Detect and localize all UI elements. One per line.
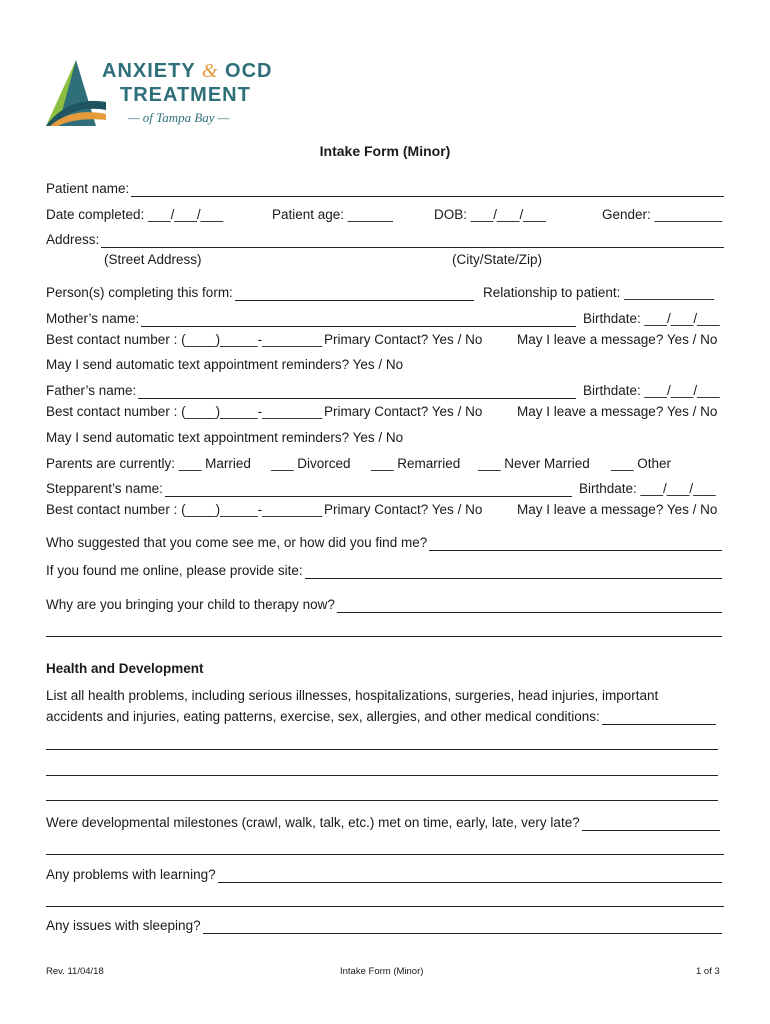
- logo-line-2: TREATMENT: [120, 84, 251, 106]
- health-problems-field[interactable]: [602, 712, 716, 725]
- logo-mark-icon: [44, 58, 108, 128]
- form-title: Intake Form (Minor): [319, 143, 451, 159]
- relationship-field[interactable]: Relationship to patient: ____________: [483, 285, 715, 300]
- why-bringing-extra-line[interactable]: [46, 636, 722, 637]
- health-problems-line-2[interactable]: [46, 749, 718, 750]
- why-bringing-row: [46, 597, 722, 613]
- milestones-extra-line[interactable]: [46, 854, 724, 855]
- stepparent-contact-number-field[interactable]: Best contact number : (____)_____-________: [46, 502, 323, 517]
- street-address-caption: (Street Address): [104, 252, 202, 267]
- mothers-name-label: Mother’s name:: [46, 311, 140, 326]
- milestones-row: [46, 815, 720, 831]
- health-problems-text-2: accidents and injuries, eating patterns, exercise, sex, allergies, and other medical conditions:: [46, 709, 600, 724]
- stepparent-leave-message-field[interactable]: May I leave a message? Yes / No: [517, 502, 718, 517]
- who-suggested-field[interactable]: [429, 538, 722, 551]
- persons-completing-field[interactable]: [235, 288, 474, 301]
- learning-row: [46, 867, 722, 883]
- patient-name-field[interactable]: [131, 184, 724, 197]
- patient-age-field[interactable]: Patient age: ______: [272, 207, 393, 222]
- logo-line-3: — of Tampa Bay —: [128, 110, 230, 125]
- logo-line-1: ANXIETY & OCD: [102, 60, 273, 82]
- mother-leave-message-field[interactable]: May I leave a message? Yes / No: [517, 332, 718, 347]
- address-label: Address:: [46, 232, 100, 247]
- parents-other-option[interactable]: ___ Other: [611, 456, 672, 471]
- mother-text-reminders-field[interactable]: May I send automatic text appointment reminders? Yes / No: [46, 357, 404, 372]
- footer-revision: Rev. 11/04/18: [46, 966, 104, 977]
- father-text-reminders-field[interactable]: May I send automatic text appointment reminders? Yes / No: [46, 430, 404, 445]
- parents-married-option[interactable]: Parents are currently: ___ Married: [46, 456, 251, 471]
- milestones-label: Were developmental milestones (crawl, walk, talk, etc.) met on time, early, late, very late?: [46, 815, 580, 830]
- who-suggested-row: [46, 535, 722, 551]
- mother-birthdate-field[interactable]: Birthdate: ___/___/___: [583, 311, 720, 326]
- stepparents-name-row: [46, 481, 572, 497]
- gender-field[interactable]: Gender: _________: [602, 207, 723, 222]
- parents-divorced-option[interactable]: ___ Divorced: [271, 456, 351, 471]
- address-row: [46, 232, 724, 248]
- health-problems-line-4[interactable]: [46, 800, 718, 801]
- father-primary-contact-field[interactable]: Primary Contact? Yes / No: [324, 404, 483, 419]
- found-online-row: [46, 563, 722, 579]
- persons-completing-row: [46, 285, 474, 301]
- health-section-heading: Health and Development: [46, 661, 204, 676]
- found-online-label: If you found me online, please provide site:: [46, 563, 303, 578]
- learning-extra-line[interactable]: [46, 906, 724, 907]
- sleeping-field[interactable]: [203, 921, 722, 934]
- fathers-name-field[interactable]: [138, 386, 576, 399]
- footer-page-number: 1 of 3: [696, 966, 720, 977]
- sleeping-label: Any issues with sleeping?: [46, 918, 201, 933]
- fathers-name-label: Father’s name:: [46, 383, 137, 398]
- dob-field[interactable]: DOB: ___/___/___: [434, 207, 546, 222]
- patient-name-label: Patient name:: [46, 181, 130, 196]
- parents-never-married-option[interactable]: ___ Never Married: [478, 456, 590, 471]
- address-field[interactable]: [101, 235, 724, 248]
- patient-name-row: [46, 181, 724, 197]
- city-state-zip-caption: (City/State/Zip): [452, 252, 543, 267]
- learning-label: Any problems with learning?: [46, 867, 216, 882]
- health-problems-line-3[interactable]: [46, 775, 718, 776]
- why-bringing-label: Why are you bringing your child to therapy now?: [46, 597, 335, 612]
- stepparents-name-label: Stepparent’s name:: [46, 481, 163, 496]
- who-suggested-label: Who suggested that you come see me, or how did you find me?: [46, 535, 428, 550]
- mother-contact-number-field[interactable]: Best contact number : (____)_____-________: [46, 332, 323, 347]
- fathers-name-row: [46, 383, 576, 399]
- date-completed-field[interactable]: Date completed: ___/___/___: [46, 207, 224, 222]
- sleeping-row: [46, 918, 722, 934]
- mother-primary-contact-field[interactable]: Primary Contact? Yes / No: [324, 332, 483, 347]
- father-contact-number-field[interactable]: Best contact number : (____)_____-________: [46, 404, 323, 419]
- stepparents-name-field[interactable]: [165, 484, 572, 497]
- stepparent-primary-contact-field[interactable]: Primary Contact? Yes / No: [324, 502, 483, 517]
- health-problems-text-1: List all health problems, including serious illnesses, hospitalizations, surgeries, head injuries, important: [46, 688, 659, 703]
- clinic-logo: [44, 58, 284, 130]
- stepparent-birthdate-field[interactable]: Birthdate: ___/___/___: [579, 481, 716, 496]
- mothers-name-row: [46, 311, 576, 327]
- health-problems-row: [46, 709, 716, 725]
- mothers-name-field[interactable]: [141, 314, 576, 327]
- learning-field[interactable]: [218, 870, 722, 883]
- milestones-field[interactable]: [582, 818, 720, 831]
- persons-completing-label: Person(s) completing this form:: [46, 285, 233, 300]
- father-birthdate-field[interactable]: Birthdate: ___/___/___: [583, 383, 720, 398]
- why-bringing-field[interactable]: [337, 600, 722, 613]
- footer-title: Intake Form (Minor): [340, 966, 424, 977]
- parents-remarried-option[interactable]: ___ Remarried: [371, 456, 461, 471]
- found-online-field[interactable]: [305, 566, 722, 579]
- father-leave-message-field[interactable]: May I leave a message? Yes / No: [517, 404, 718, 419]
